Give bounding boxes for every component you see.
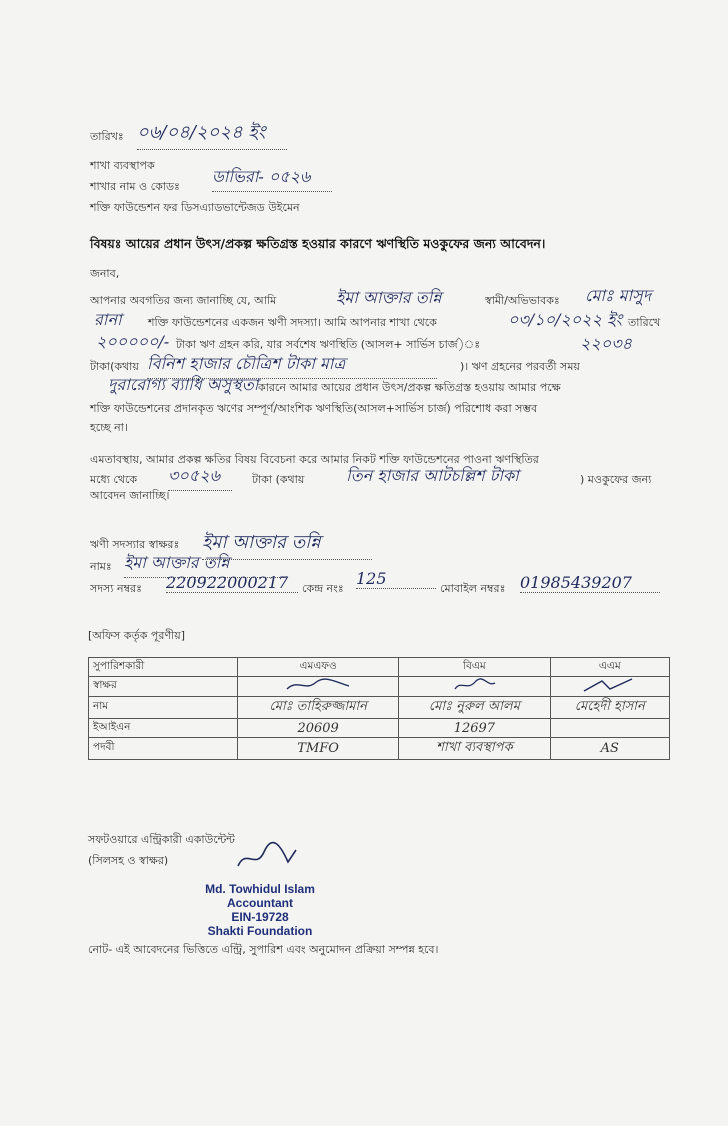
row-label-name: নাম	[89, 697, 238, 719]
bm-signature-scribble	[449, 677, 499, 693]
accountant-label: সফটওয়ারে এন্ট্রিকারী একাউন্টেন্ট	[88, 833, 235, 846]
member-name-handwritten: ইমা আক্তার তন্নি	[336, 288, 442, 307]
guardian-handwritten-2: রানা	[94, 310, 122, 329]
p1-c: তারিখে	[628, 316, 661, 329]
row-label-signature: স্বাক্ষর	[89, 677, 238, 697]
accountant-sub-label: (সিলসহ ও স্বাক্ষর)	[88, 854, 169, 867]
bm-name: মোঃ নুরুল আলম	[399, 697, 550, 719]
member-signature: ইমা আক্তার তন্নি	[202, 528, 372, 560]
am-name: মেহেদী হাসান	[550, 697, 670, 719]
guardian-label: স্বামী/অভিভাবকঃ	[485, 294, 560, 307]
stamp-title: Accountant	[227, 896, 293, 910]
am-designation: AS	[550, 738, 670, 760]
reason-handwritten: দুরারোগ্য ব্যাধি অসুস্থতা	[108, 375, 259, 394]
date-value: ০৬/০৪/২০২৪ ইং	[137, 118, 287, 150]
table-row	[89, 697, 670, 719]
office-table	[88, 657, 670, 760]
accountant-stamp	[190, 882, 330, 938]
date-label: তারিখঃ	[90, 130, 124, 143]
mfo-designation: TMFO	[238, 738, 399, 760]
branch-value: ডাভিরা- ০৫২৬	[212, 164, 332, 192]
stamp-org: Shakti Foundation	[207, 924, 313, 938]
accountant-signature-scribble	[232, 840, 302, 874]
mobile-value: 01985439207	[520, 573, 660, 593]
col-am: এএম	[550, 658, 670, 677]
mfo-ein: 20609	[238, 719, 399, 738]
member-name-value: ইমা আক্তার তন্নি	[124, 550, 284, 578]
p2-d: ) মওকুফের জন্য	[580, 473, 652, 486]
mfo-signature-scribble	[283, 677, 353, 693]
mfo-name: মোঃ তাহিরুজ্জামান	[238, 697, 399, 719]
p1-intro: আপনার অবগতির জন্য জানাচ্ছি যে, আমি	[90, 294, 277, 307]
loan-date-handwritten: ০৩/১০/২০২২ ইং	[508, 310, 623, 329]
bm-signature	[399, 677, 550, 697]
center-value: 125	[356, 569, 436, 589]
waive-words-handwritten: তিন হাজার আটচল্লিশ টাকা	[346, 466, 519, 485]
subject-line: বিষয়ঃ আয়ের প্রধান উৎস/প্রকল্প ক্ষতিগ্রস্ত হওয়ার কারণে ঋণস্থিতি মওকুফের জন্য আবেদন।	[90, 236, 546, 251]
stamp-ein: EIN-19728	[231, 910, 289, 924]
p2-e: আবেদন জানাচ্ছি।	[90, 489, 170, 502]
p1-b: শক্তি ফাউন্ডেশনের একজন ঋণী সদস্যা। আমি আপনার শাখা থেকে	[148, 316, 437, 329]
balance-words-handwritten: বিনিশ হাজার চৌত্রিশ টাকা মাত্র	[147, 351, 437, 379]
mfo-signature	[238, 677, 399, 697]
p2-a: এমতাবস্থায়, আমার প্রকল্প ক্ষতির বিষয় বিবেচনা করে আমার নিকট শক্তি ফাউন্ডেশনের পাওনা ঋণস্থিতির	[90, 453, 539, 466]
balance-handwritten: ২২০৩৪	[580, 334, 632, 353]
branch-label: শাখার নাম ও কোডঃ	[90, 180, 180, 193]
office-note: [অফিস কর্তৃক পূরণীয়]	[88, 629, 185, 642]
mobile-label: মোবাইল নম্বরঃ	[440, 582, 506, 595]
am-ein	[550, 719, 670, 738]
p1-f: )। ঋণ গ্রহনের পরবর্তী সময়	[460, 360, 580, 373]
table-row	[89, 719, 670, 738]
am-signature	[550, 677, 670, 697]
p1-e: টাকা(কথায়	[90, 360, 139, 373]
waive-amount-handwritten: ৩০৫২৬	[168, 463, 232, 491]
footer-note: নোট- এই আবেদনের ভিত্তিতে এন্ট্রি, সুপারিশ এবং অনুমোদন প্রক্রিয়া সম্পন্ন হবে।	[88, 943, 439, 956]
col-mfo: এমএফও	[238, 658, 399, 677]
bm-designation: শাখা ব্যবস্থাপক	[399, 738, 550, 760]
center-label: কেন্দ্র নংঃ	[302, 582, 344, 595]
branch-manager-label: শাখা ব্যবস্থাপক	[90, 159, 155, 172]
member-sign-label: ঋণী সদস্যার স্বাক্ষরঃ	[90, 538, 180, 551]
p2-c: টাকা (কথায়	[252, 473, 305, 486]
row-label-ein: ইআইএন	[89, 719, 238, 738]
p1-d: টাকা ঋণ গ্রহন করি, যার সর্বশেষ ঋণস্থিতি (আসল+ সার্ভিস চার্জ)ঃ	[176, 338, 481, 351]
stamp-name: Md. Towhidul Islam	[205, 882, 315, 896]
p1-h: শক্তি ফাউন্ডেশনের প্রদানকৃত ঋণের সম্পূর্ণ/আংশিক ঋণস্থিতি(আসল+সার্ভিস চার্জ) পরিশোধ করা সম্ভব	[90, 402, 538, 415]
bm-ein: 12697	[399, 719, 550, 738]
table-header-row	[89, 658, 670, 677]
table-row	[89, 738, 670, 760]
member-no-value: 220922000217	[166, 573, 298, 593]
col-bm: বিএম	[399, 658, 550, 677]
guardian-handwritten: মোঃ মাসুদ	[585, 286, 652, 305]
org-name: শক্তি ফাউন্ডেশন ফর ডিসএ্যাডভান্টেজড উইমেন	[90, 201, 300, 214]
am-signature-scribble	[580, 677, 640, 693]
salutation: জনাব,	[90, 267, 120, 280]
member-name-label: নামঃ	[90, 560, 112, 573]
p1-g: কারনে আমার আয়ের প্রধান উৎস/প্রকল্প ক্ষতিগ্রস্ত হওয়ায় আমার পক্ষে	[258, 381, 561, 394]
member-no-label: সদস্য নম্বরঃ	[90, 582, 142, 595]
p1-i: হচ্ছে না।	[90, 421, 128, 434]
col-recommender: সুপারিশকারী	[89, 658, 238, 677]
table-row	[89, 677, 670, 697]
p2-b: মধ্যে থেকে	[90, 473, 138, 486]
loan-amount-handwritten: ২০০০০০/-	[96, 332, 170, 351]
row-label-designation: পদবী	[89, 738, 238, 760]
